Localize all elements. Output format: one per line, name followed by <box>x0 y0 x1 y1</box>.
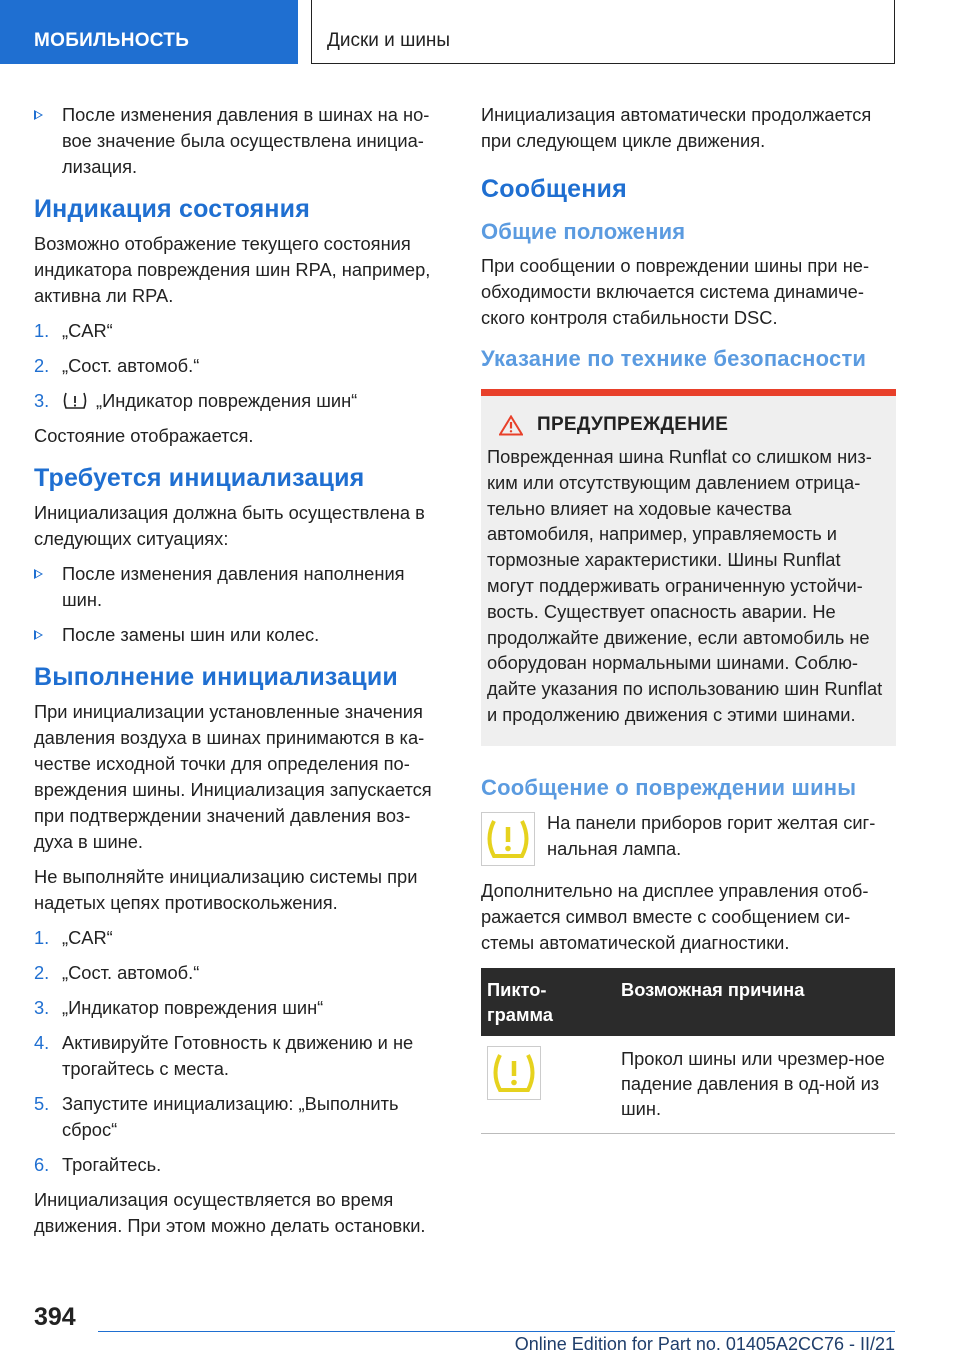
table-header-pictogram: Пикто-грамма <box>481 968 615 1036</box>
page-number: 394 <box>34 1303 76 1331</box>
triangle-bullet-icon <box>34 569 43 579</box>
table-header-cause: Возможная причина <box>615 968 895 1036</box>
header-chapter-label: Диски и шины <box>327 30 451 51</box>
heading-required: Требуется инициализация <box>34 464 365 492</box>
warning-label: ПРЕДУПРЕЖДЕНИЕ <box>537 414 729 435</box>
status-step: 1. „CAR“ <box>34 320 113 341</box>
damage-lamp-row <box>481 810 896 866</box>
warning-heading <box>487 414 888 436</box>
damage-lamp-text: На панели приборов горит желтая сиг-нальная лампа. <box>547 811 876 859</box>
tpms-pictogram-icon <box>487 1046 541 1100</box>
status-after: Состояние отображается. <box>34 425 254 446</box>
perform-step: 3. „Индикатор повреждения шин“ <box>34 997 324 1018</box>
left-column <box>34 102 449 1248</box>
continuation-text: Инициализация автоматически продолжается при следующем цикле движения. <box>481 104 872 151</box>
warning-triangle-icon <box>499 415 523 436</box>
footer-divider <box>98 1331 895 1332</box>
warning-box <box>481 396 896 746</box>
header-chapter-box <box>311 0 895 64</box>
required-bullet: После замены шин или колес. <box>34 622 449 648</box>
perform-step: 5. Запустите инициализацию: „Выполнить сброс“ <box>34 1093 399 1140</box>
required-text: Инициализация должна быть осуществлена в следующих ситуациях: <box>34 502 425 549</box>
perform-step: 4. Активируйте Готовность к движению и не трогайтесь с места. <box>34 1032 414 1079</box>
header-section-tab <box>0 0 298 64</box>
warning-text: Поврежденная шина Runflat со слишком низ-ким или отсутствующим давлением отрица-тельно влияет на ходовые качества автомобиля, например, управляемость и тормозные характеристики. Шины Runflat могут поддерживать ограниченную устойчи-вость. Существует опасность аварии. Не продолжайте движение, если автомобиль не оборудован нормальными шинами. Соблю-дайте указания по использованию шин Runflat и продолжению движения с этими шинами. <box>487 446 883 725</box>
required-bullet: После изменения давления наполнения шин. <box>34 561 449 613</box>
right-column <box>481 102 896 1134</box>
table-cell-pictogram <box>481 1036 615 1134</box>
cause-table <box>481 968 895 1134</box>
table-header-row <box>481 968 895 1036</box>
triangle-bullet-icon <box>34 110 43 120</box>
tpms-warning-icon <box>481 812 535 866</box>
perform-text2: Не выполняйте инициализацию системы при надетых цепях противоскольжения. <box>34 866 418 913</box>
perform-text1: При инициализации установленные значения давления воздуха в шинах принимаются в ка-честве исходной точки для определения по-вреждения шины. Инициализация запускается при подтверждении значений давления воз-духа в шине. <box>34 701 432 852</box>
warning-bar <box>481 389 896 396</box>
table-row <box>481 1036 895 1134</box>
status-text: Возможно отображение текущего состояния индикатора повреждения шин RPA, например, активна ли RPA. <box>34 233 431 306</box>
heading-status: Индикация состояния <box>34 195 311 223</box>
table-cell-cause: Прокол шины или чрезмер-ное падение давления в од-ной из шин. <box>615 1036 895 1134</box>
header-section-label: МОБИЛЬНОСТЬ <box>34 30 190 51</box>
damage-text: Дополнительно на дисплее управления отоб-ражается символ вместе с сообщением си-стемы автоматической диагностики. <box>481 879 869 953</box>
heading-perform: Выполнение инициализации <box>34 663 398 691</box>
perform-after: Инициализация осуществляется во время движения. При этом можно делать остановки. <box>34 1189 426 1236</box>
heading-messages: Сообщения <box>481 175 627 203</box>
perform-step: 2. „Сост. автомоб.“ <box>34 962 200 983</box>
heading-damage: Сообщение о повреждении шины <box>481 774 857 800</box>
general-text: При сообщении о повреждении шины при не-обходимости включается система динамиче-ского контроля стабильности DSC. <box>481 255 870 328</box>
triangle-bullet-icon <box>34 630 43 640</box>
heading-general: Общие положения <box>481 219 686 244</box>
status-step: 3. „Индикатор повреждения шин“ <box>34 390 358 411</box>
footer-edition: Online Edition for Part no. 01405A2CC76 - II/21 <box>514 1334 895 1354</box>
status-step: 2. „Сост. автомоб.“ <box>34 355 200 376</box>
intro-bullet: После изменения давления в шинах на но-вое значение была осуществлена инициа-лизация. <box>34 102 449 180</box>
perform-step: 6. Трогайтесь. <box>34 1154 162 1175</box>
tire-pressure-icon <box>62 391 88 411</box>
perform-step: 1. „CAR“ <box>34 927 113 948</box>
heading-safety: Указание по технике безопасности <box>481 346 867 371</box>
